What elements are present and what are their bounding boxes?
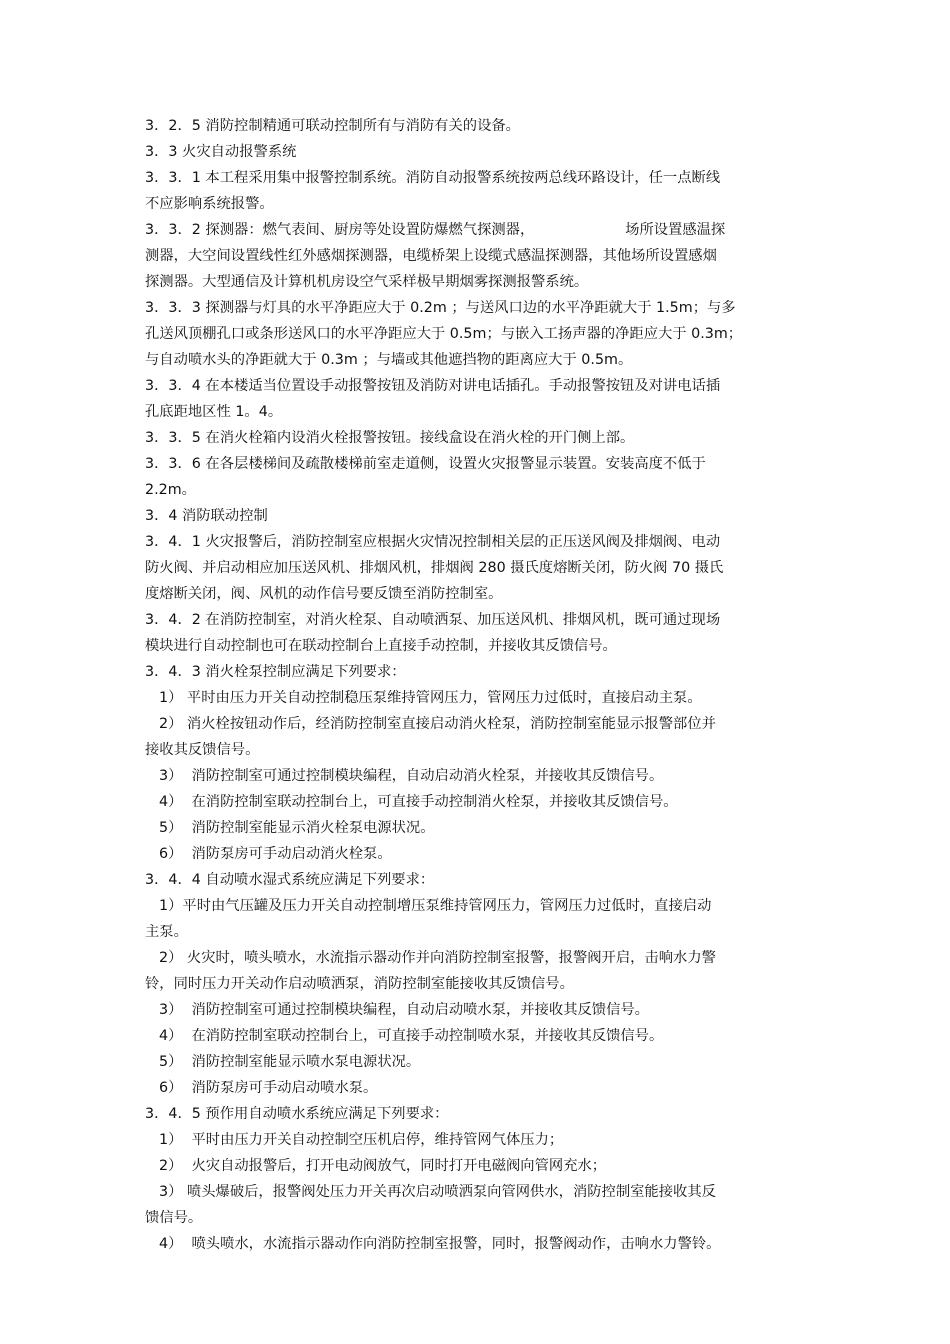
- text-line: 3．4．1 火灾报警后，消防控制室应根据火灾情况控制相关层的正压送风阀及排烟阀、电动: [145, 534, 721, 550]
- text-line: 3） 喷头爆破后，报警阀处压力开关再次启动喷洒泵向管网供水，消防控制室能接收其反: [159, 1184, 716, 1200]
- text-line: 6） 消防泵房可手动启动消火栓泵。: [159, 846, 392, 862]
- text-line: 3） 消防控制室可通过控制模块编程，自动启动喷水泵，并接收其反馈信号。: [159, 1002, 649, 1018]
- text-line: 5） 消防控制室能显示喷水泵电源状况。: [159, 1054, 421, 1070]
- text-line: 4） 在消防控制室联动控制台上，可直接手动控制喷水泵，并接收其反馈信号。: [159, 1028, 664, 1044]
- text-line: 1）平时由气压罐及压力开关自动控制增压泵维持管网压力，管网压力过低时，直接启动: [159, 898, 712, 914]
- text-line: 探测器。大型通信及计算机机房设空气采样极早期烟雾探测报警系统。: [145, 274, 589, 290]
- text-line: 3．3．6 在各层楼梯间及疏散楼梯前室走道侧，设置火灾报警显示装置。安装高度不低于: [145, 456, 706, 472]
- text-line: 馈信号。: [145, 1210, 203, 1226]
- text-line: 3．3 火灾自动报警系统: [145, 144, 297, 160]
- text-line: 2.2m。: [145, 482, 196, 498]
- text-line: 2） 消火栓按钮动作后，经消防控制室直接启动消火栓泵，消防控制室能显示报警部位并: [159, 716, 716, 732]
- text-line: 主泵。: [145, 924, 188, 940]
- text-line: 孔底距地区性 1。4。: [145, 404, 283, 420]
- text-line: 不应影响系统报警。: [145, 196, 274, 212]
- text-line: 3．4．3 消火栓泵控制应满足下列要求：: [145, 664, 406, 680]
- text-line: 3．3．2 探测器：燃气表间、厨房等处设置防爆燃气探测器， 场所设置感温探: [145, 222, 726, 238]
- text-line: 4） 在消防控制室联动控制台上，可直接手动控制消火栓泵，并接收其反馈信号。: [159, 794, 678, 810]
- text-line: 6） 消防泵房可手动启动喷水泵。: [159, 1080, 378, 1096]
- text-line: 防火阀、并启动相应加压送风机、排烟风机，排烟阀 280 摄氏度熔断关闭，防火阀 70 摄氏: [145, 560, 724, 576]
- text-line: 孔送风顶棚孔口或条形送风口的水平净距应大于 0.5m；与嵌入工扬声器的净距应大于 0.3m；: [145, 326, 743, 342]
- text-line: 1） 平时由压力开关自动控制稳压泵维持管网压力，管网压力过低时，直接启动主泵。: [159, 690, 702, 706]
- text-line: 与自动喷水头的净距就大于 0.3m ；与墙或其他遮挡物的距离应大于 0.5m。: [145, 352, 633, 368]
- text-line: 3．3．4 在本楼适当位置设手动报警按钮及消防对讲电话插孔。手动报警按钮及对讲电话插: [145, 378, 721, 394]
- text-line: 3．4．5 预作用自动喷水系统应满足下列要求：: [145, 1106, 449, 1122]
- text-line: 测器，大空间设置线性红外感烟探测器，电缆桥架上设缆式感温探测器，其他场所设置感烟: [145, 248, 717, 264]
- text-line: 2） 火灾自动报警后，打开电动阀放气，同时打开电磁阀向管网充水；: [159, 1158, 607, 1174]
- text-line: 3．4．4 自动喷水湿式系统应满足下列要求：: [145, 872, 435, 888]
- text-line: 3．4 消防联动控制: [145, 508, 268, 524]
- text-line: 接收其反馈信号。: [145, 742, 260, 758]
- text-line: 3．4．2 在消防控制室，对消火栓泵、自动喷洒泵、加压送风机、排烟风机，既可通过现场: [145, 612, 721, 628]
- text-line: 3） 消防控制室可通过控制模块编程，自动启动消火栓泵，并接收其反馈信号。: [159, 768, 664, 784]
- text-line: 度熔断关闭，阀、风机的动作信号要反馈至消防控制室。: [145, 586, 503, 602]
- text-line: 2） 火灾时，喷头喷水，水流指示器动作并向消防控制室报警，报警阀开启，击响水力警: [159, 950, 716, 966]
- text-line: 3．3．3 探测器与灯具的水平净距应大于 0.2m ；与送风口边的水平净距就大于 1.5m；与多: [145, 300, 736, 316]
- text-line: 5） 消防控制室能显示消火栓泵电源状况。: [159, 820, 435, 836]
- text-line: 3．2．5 消防控制精通可联动控制所有与消防有关的设备。: [145, 118, 520, 134]
- text-line: 1） 平时由压力开关自动控制空压机启停，维持管网气体压力；: [159, 1132, 564, 1148]
- text-line: 铃，同时压力开关动作启动喷洒泵，消防控制室能接收其反馈信号。: [145, 976, 574, 992]
- text-line: 3．3．1 本工程采用集中报警控制系统。消防自动报警系统按两总线环路设计，任一点断线: [145, 170, 721, 186]
- text-line: 模块进行自动控制也可在联动控制台上直接手动控制，并接收其反馈信号。: [145, 638, 617, 654]
- text-line: 4） 喷头喷水，水流指示器动作向消防控制室报警，同时，报警阀动作，击响水力警铃。: [159, 1236, 721, 1252]
- document-page: [145, 113, 810, 1257]
- text-line: 3．3．5 在消火栓箱内设消火栓报警按钮。接线盒设在消火栓的开门侧上部。: [145, 430, 635, 446]
